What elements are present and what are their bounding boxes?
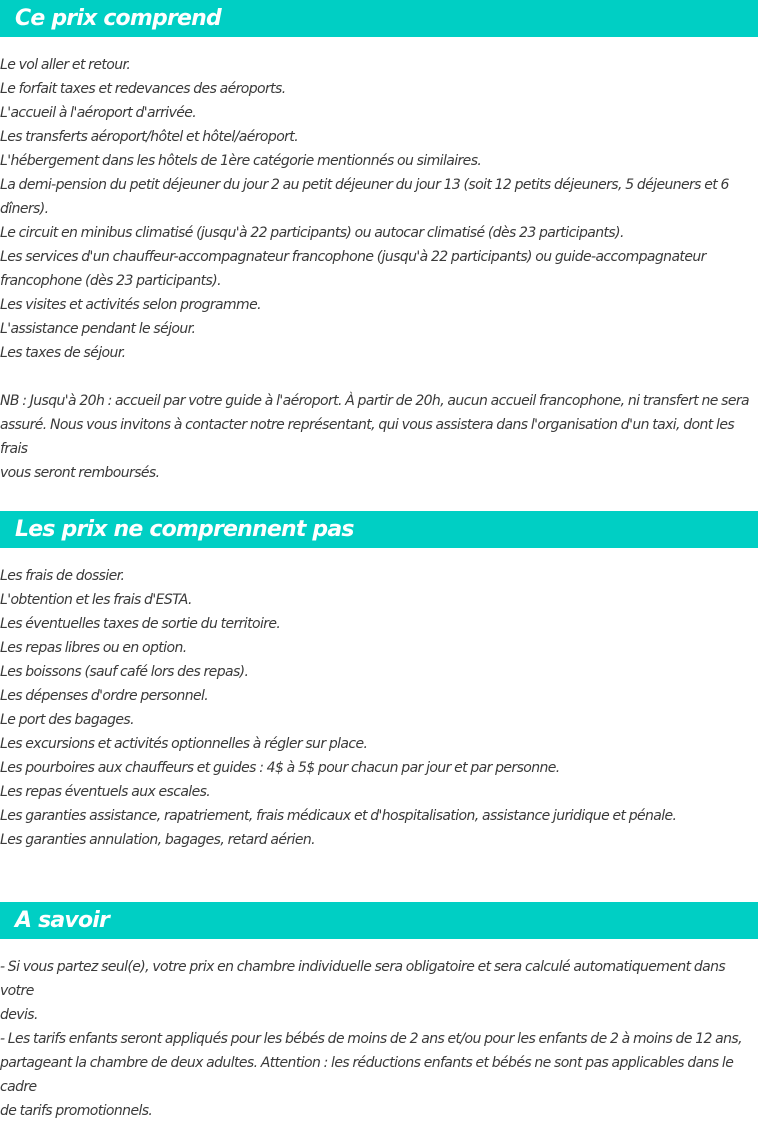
excluded-item: Les éventuelles taxes de sortie du territoire. bbox=[0, 616, 281, 632]
included-item: dîners). bbox=[0, 201, 49, 217]
excluded-item: Les pourboires aux chauffeurs et guides : 4$ à 5$ pour chacun par jour et par personne. bbox=[0, 760, 560, 776]
included-item: Le vol aller et retour. bbox=[0, 57, 131, 73]
excluded-item: Le port des bagages. bbox=[0, 712, 134, 728]
included-header bbox=[0, 0, 758, 37]
excluded-title: Les prix ne comprennent pas bbox=[15, 517, 354, 542]
excluded-item: Les repas libres ou en option. bbox=[0, 640, 187, 656]
good-to-know-line: partageant la chambre de deux adultes. Attention : les réductions enfants et bébés ne sont pas applicables dans le cadre bbox=[0, 1055, 734, 1095]
good-to-know-section bbox=[0, 902, 758, 1123]
excluded-list bbox=[0, 564, 758, 852]
excluded-header bbox=[0, 511, 758, 548]
good-to-know-line: - Les tarifs enfants seront appliqués pour les bébés de moins de 2 ans et/ou pour les enfants de 2 à moins de 12 ans, bbox=[0, 1031, 742, 1047]
included-item: Le circuit en minibus climatisé (jusqu'à 22 participants) ou autocar climatisé (dès 23 participants). bbox=[0, 225, 624, 241]
included-item: Les services d'un chauffeur-accompagnateur francophone (jusqu'à 22 participants) ou guide-accompagnateur bbox=[0, 249, 706, 265]
included-item: L'assistance pendant le séjour. bbox=[0, 321, 196, 337]
airport-note bbox=[0, 389, 758, 485]
included-list bbox=[0, 53, 758, 365]
included-item: L'hébergement dans les hôtels de 1ère catégorie mentionnés ou similaires. bbox=[0, 153, 482, 169]
good-to-know-title: A savoir bbox=[15, 908, 110, 933]
note-line: assuré. Nous vous invitons à contacter notre représentant, qui vous assistera dans l'organisation d'un taxi, dont les frais bbox=[0, 417, 735, 457]
good-to-know-line: devis. bbox=[0, 1007, 38, 1023]
excluded-item: Les garanties annulation, bagages, retard aérien. bbox=[0, 832, 315, 848]
included-item: Les transferts aéroport/hôtel et hôtel/aéroport. bbox=[0, 129, 299, 145]
good-to-know-line: de tarifs promotionnels. bbox=[0, 1103, 153, 1119]
excluded-item: Les frais de dossier. bbox=[0, 568, 125, 584]
included-item: Les taxes de séjour. bbox=[0, 345, 126, 361]
good-to-know-list bbox=[0, 955, 758, 1123]
excluded-item: L'obtention et les frais d'ESTA. bbox=[0, 592, 192, 608]
good-to-know-header bbox=[0, 902, 758, 939]
excluded-section bbox=[0, 511, 758, 852]
included-item: L'accueil à l'aéroport d'arrivée. bbox=[0, 105, 197, 121]
included-title: Ce prix comprend bbox=[15, 6, 221, 31]
note-line: NB : Jusqu'à 20h : accueil par votre guide à l'aéroport. À partir de 20h, aucun accueil francophone, ni transfert ne sera bbox=[0, 393, 749, 409]
excluded-item: Les excursions et activités optionnelles à régler sur place. bbox=[0, 736, 368, 752]
note-line: vous seront remboursés. bbox=[0, 465, 160, 481]
excluded-item: Les boissons (sauf café lors des repas). bbox=[0, 664, 249, 680]
excluded-item: Les garanties assistance, rapatriement, frais médicaux et d'hospitalisation, assistance juridique et pénale. bbox=[0, 808, 677, 824]
included-item: Le forfait taxes et redevances des aéroports. bbox=[0, 81, 286, 97]
included-item: Les visites et activités selon programme. bbox=[0, 297, 261, 313]
included-item: La demi-pension du petit déjeuner du jour 2 au petit déjeuner du jour 13 (soit 12 petits déjeuners, 5 déjeuners et 6 bbox=[0, 177, 729, 193]
excluded-item: Les repas éventuels aux escales. bbox=[0, 784, 211, 800]
good-to-know-line: - Si vous partez seul(e), votre prix en chambre individuelle sera obligatoire et sera calculé automatiquement dans votre bbox=[0, 959, 726, 999]
included-item: francophone (dès 23 participants). bbox=[0, 273, 221, 289]
included-section bbox=[0, 0, 758, 485]
excluded-item: Les dépenses d'ordre personnel. bbox=[0, 688, 209, 704]
